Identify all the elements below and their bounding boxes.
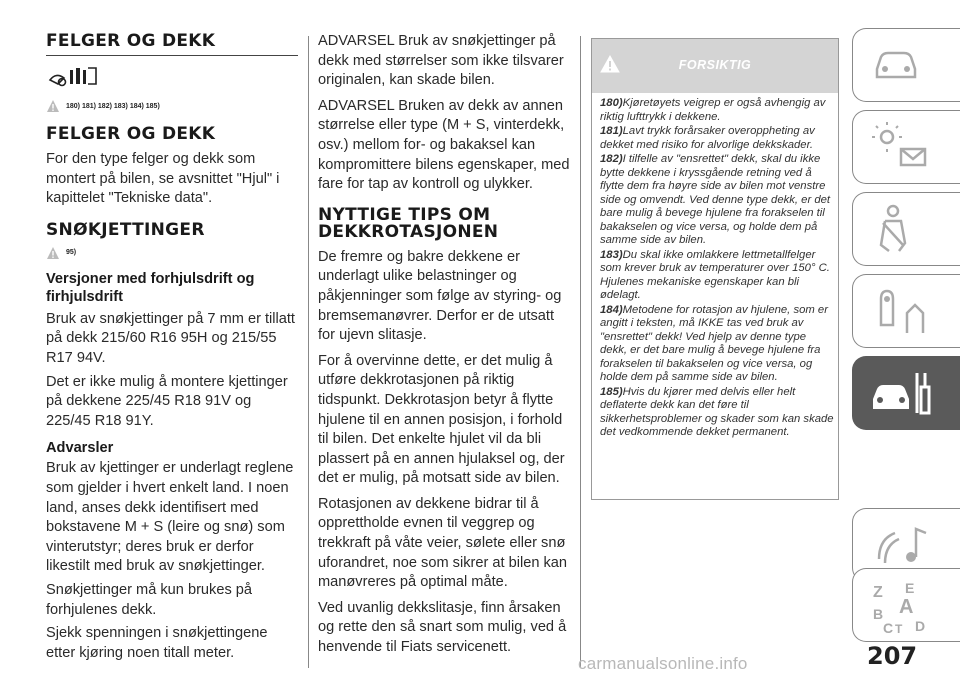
subsection-title: FELGER OG DEKK bbox=[46, 124, 216, 144]
refs-text: 180) 181) 182) 183) 184) 185) bbox=[66, 102, 160, 110]
paragraph: Sjekk spenningen i snøkjettingene etter kjøring noen titall meter. bbox=[46, 625, 268, 661]
paragraph: Bruk av kjettinger er underlagt reglene som gjelder i hvert enkelt land. I noen land, anses dekk identifisert med bokstavene M + S (leire og snø) som vinterutstyr; deres bruk er derfor likestilt med bruk av snøkjettinger. bbox=[46, 460, 294, 575]
paragraph: Ved uvanlig dekkslitasje, finn årsaken og rette den så snart som mulig, ved å henvende til Fiats servicenett. bbox=[318, 599, 567, 656]
paragraph: For å overvinne dette, er det mulig å utføre dekkrotasjonen på riktig tidspunkt. Dekkrotasjon betyr å flytte hjulene til en annen posisjon, i forhold til bilen. Det enkelte hjulet vil da bli plassert på en annen hjulaksel og, der det er mulig, på motsatt side av bilen. bbox=[318, 352, 565, 487]
multimedia-icon bbox=[871, 519, 931, 573]
watermark: carmanualsonline.info bbox=[578, 654, 748, 673]
caution-note bbox=[600, 97, 834, 124]
tab-car[interactable] bbox=[852, 28, 960, 102]
paragraph: Rotasjonen av dekkene bidrar til å opprettholde evnen til veggrep og trekkraft på våte veier, sølete eller snø uforandret, noe som sikrer at bilen kan manøvreres på optimal måte. bbox=[318, 495, 568, 591]
ignition-key-icon bbox=[871, 285, 931, 339]
left-column bbox=[46, 0, 298, 663]
car-tools-icon bbox=[871, 367, 935, 421]
subheading: Advarsler bbox=[46, 440, 114, 457]
note-number: 184) bbox=[600, 303, 623, 316]
note-number: 183) bbox=[600, 248, 623, 261]
section-title: FELGER OG DEKK bbox=[46, 32, 298, 56]
note-text: Hvis du kjører med delvis eller helt deflaterte dekk kan det føre til sikkerhetsproblemer og skader som kan skade det vedkommende dekket permanent. bbox=[600, 385, 834, 438]
caution-note bbox=[600, 125, 834, 152]
tab-maintenance-active[interactable] bbox=[852, 356, 960, 430]
index-letter: T bbox=[895, 622, 903, 636]
note-number: 185) bbox=[600, 385, 623, 398]
caution-note bbox=[600, 249, 834, 303]
caution-box bbox=[591, 38, 839, 500]
note-number: 180) bbox=[600, 97, 623, 109]
paragraph: For den type felger og dekk som montert på bilen, se avsnittet "Hjul" i kapittelet "Tekniske data". bbox=[46, 151, 280, 207]
note-text: Lavt trykk forårsaker overoppheting av dekket med risiko for alvorlige dekkskader. bbox=[600, 125, 815, 151]
note-number: 181) bbox=[600, 125, 623, 137]
car-icon bbox=[871, 39, 921, 89]
paragraph: ADVARSEL Bruken av dekk av annen størrelse eller type (M + S, vinterdekk, osv.) mellom for- og bakaksel kan kompromittere bilens egenskaper, med fare for tap av kontroll og ulykker. bbox=[318, 97, 570, 193]
note-text: Metodene for rotasjon av hjulene, som er angitt i teksten, må IKKE tas ved bruk av "ensrettet" dekk! Ved hjelp av denne type dekk, er det bare mulig å bevege hjulene fra forakselen til bakakselen og vice versa, og holde dem på samme side av bilen. bbox=[600, 303, 828, 383]
caution-notes bbox=[592, 93, 838, 440]
dashboard-lights-icon bbox=[871, 121, 931, 175]
index-letters-icon bbox=[871, 579, 943, 639]
caution-note bbox=[600, 153, 834, 248]
paragraph: Det er ikke mulig å montere kjettinger på dekkene 225/45 R18 91V og 225/45 R18 91Y. bbox=[46, 373, 288, 429]
middle-column bbox=[318, 0, 572, 658]
column-divider bbox=[308, 36, 309, 668]
warning-refs bbox=[46, 246, 298, 260]
caution-note bbox=[600, 304, 834, 385]
index-letter: A bbox=[899, 596, 914, 618]
paragraph: De fremre og bakre dekkene er underlagt ulike belastninger og påkjenninger som følge av styring- og bremsemanøvrer. Derfor er de utsatt for ujevn slitasje. bbox=[318, 248, 562, 344]
subsection-title: NYTTIGE TIPS OM DEKKROTASJONEN bbox=[318, 204, 499, 242]
paragraph: Snøkjettinger må kun brukes på forhjulenes dekk. bbox=[46, 581, 253, 618]
caution-title: FORSIKTIG bbox=[678, 58, 752, 72]
index-letter: B bbox=[873, 606, 884, 622]
refs-text: 95) bbox=[66, 249, 77, 257]
tab-safety[interactable] bbox=[852, 192, 960, 266]
subheading: Versjoner med forhjulsdrift og firhjulsdrift bbox=[46, 270, 255, 305]
paragraph: Bruk av snøkjettinger på 7 mm er tillatt på dekk 215/60 R16 95H og 215/55 R17 94V. bbox=[46, 310, 295, 366]
paragraph: ADVARSEL Bruk av snøkjettinger på dekk med størrelser som ikke tilsvarer originalen, kan skade bilen. bbox=[318, 33, 564, 89]
index-letter: C bbox=[883, 620, 894, 636]
caution-header bbox=[592, 39, 838, 93]
note-text: I tilfelle av "ensrettet" dekk, skal du ikke bytte dekkene i kryssgående retning ved å flytte dem fra høyre side av bilen mot venstre side og omvendt. Ved denne type dekk, er det bare mulig å bevege hjulene fra forakselen til bakakselen og vice versa, og holde dem på samme side av bilen. bbox=[600, 153, 831, 246]
column-divider bbox=[580, 36, 581, 668]
tab-starting[interactable] bbox=[852, 274, 960, 348]
caution-note bbox=[600, 386, 834, 440]
note-text: Kjøretøyets veigrep er også avhengig av riktig lufttrykk i dekkene. bbox=[600, 97, 826, 123]
tab-dashboard[interactable] bbox=[852, 110, 960, 184]
tab-index[interactable] bbox=[852, 568, 960, 642]
note-text: Du skal ikke omlakkere lettmetallfelger som krever bruk av temperaturer over 150° C. Hjulenes mekaniske egenskaper kan bli ødelagt. bbox=[600, 248, 830, 301]
warning-triangle-icon bbox=[46, 99, 60, 113]
note-number: 182) bbox=[600, 153, 623, 165]
seatbelt-icon bbox=[871, 203, 921, 257]
subsection-title: SNØKJETTINGER bbox=[46, 219, 205, 240]
index-letter: D bbox=[915, 618, 926, 634]
wheel-tyre-icon bbox=[46, 66, 298, 93]
warning-triangle-icon bbox=[46, 246, 60, 260]
warning-refs bbox=[46, 99, 298, 113]
page-number: 207 bbox=[867, 642, 918, 670]
index-letter: Z bbox=[873, 584, 883, 601]
index-letter: E bbox=[905, 580, 915, 596]
